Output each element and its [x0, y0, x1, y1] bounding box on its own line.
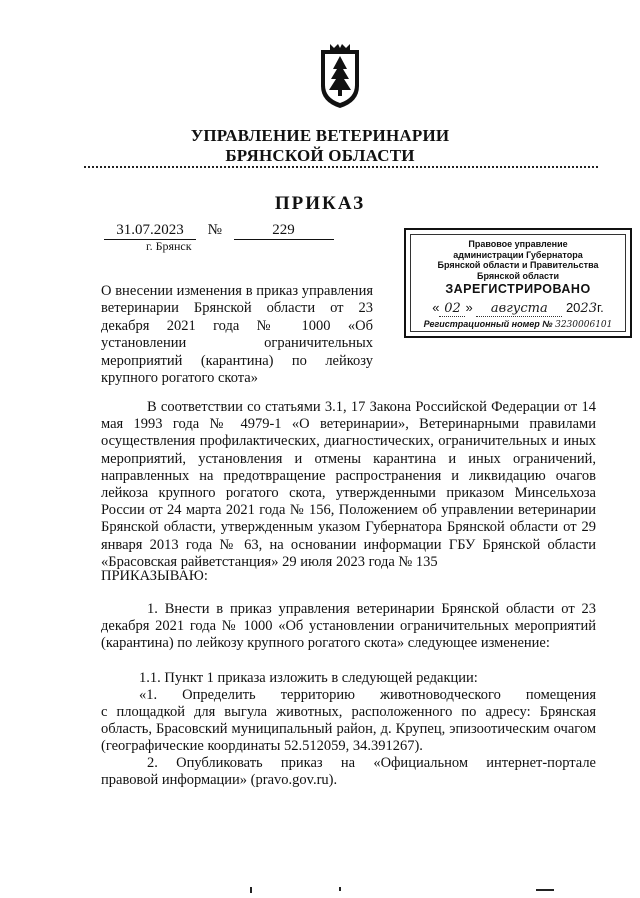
- stamp-reg-number: [411, 319, 625, 330]
- stamp-reg-label: Регистрационный номер №: [423, 319, 553, 329]
- document-subject: О внесении изменения в приказ управления ветеринарии Брянской области от 23 декабря 2021 года № 1000 «Об установлении ограничительных мероприятий (карантина) по лейкозу крупного рогатого скота»: [101, 283, 373, 387]
- stamp-registered: ЗАРЕГИСТРИРОВАНО: [445, 282, 591, 296]
- item-1-1-quote: с площадкой для выгула животных, расположенного по адресу: Брянская область, Брасовский муниципальный район, д. Крупец, эпизоотическим очагом (географические координаты 52.512059, 34.391267).: [101, 704, 596, 755]
- item-2-first-line: 2. Опубликовать приказ на «Официальном интернет-портале: [147, 755, 596, 771]
- document-date-number: [104, 222, 334, 240]
- stamp-line: Брянской области: [477, 270, 559, 281]
- stamp-authority: [411, 239, 625, 281]
- scan-mark: [536, 889, 554, 891]
- stamp-date: « 02 » августа 2023г.: [432, 300, 604, 316]
- document-number: 229: [234, 222, 334, 240]
- preamble-paragraph: В соответствии со статьями 3.1, 17 Закона Российской Федерации от 14 мая 1993 года № 4979-1 «О ветеринарии», Ветеринарными правилами осуществления профилактических, диагностических, ограничительных и иных мероприятий, установления и отмены карантина и иных ограничений, направленных на предотвращение распространения и ликвидацию очагов лейкоза крупного рогатого скота, утвержденными приказом Минсельхоза России от 24 марта 2021 года № 156, Положением об управлении ветеринарии Брянской области, утвержденным указом Губернатора Брянской области от 29 января 2013 года № 63, на основании информации ГБУ Брянской области «Брасовская райветстанция» 29 июля 2023 года № 135: [101, 399, 596, 570]
- stamp-inner-frame: [410, 234, 626, 332]
- header-divider: [84, 166, 598, 168]
- stamp-year-prefix: 20: [565, 300, 581, 315]
- scan-mark: [339, 887, 341, 891]
- order-word: ПРИКАЗЫВАЮ:: [101, 568, 208, 584]
- item-1: 1. Внести в приказ управления ветеринарии Брянской области от 23 декабря 2021 года № 1000 «Об установлении ограничительных мероприятий (карантина) по лейкозу крупного рогатого скота» следующее изменение:: [101, 601, 596, 652]
- document-date: 31.07.2023: [104, 222, 196, 240]
- stamp-year-end: г.: [596, 300, 604, 315]
- item-2-second-line: правовой информации» (pravo.gov.ru).: [101, 772, 338, 788]
- stamp-line: администрации Губернатора: [453, 249, 583, 260]
- document-title: ПРИКАЗ: [274, 193, 366, 214]
- organization-name-line1: УПРАВЛЕНИЕ ВЕТЕРИНАРИИ: [190, 126, 450, 145]
- coat-of-arms-icon: [318, 42, 362, 110]
- stamp-year-suffix: 23: [580, 301, 597, 316]
- organization-name-line2: БРЯНСКОЙ ОБЛАСТИ: [225, 146, 415, 165]
- stamp-day: 02: [439, 301, 465, 317]
- registration-stamp: [404, 228, 632, 338]
- stamp-reg-value: 3230006101: [555, 320, 613, 330]
- stamp-line: Правовое управление: [468, 239, 568, 249]
- document-city: г. Брянск: [146, 239, 192, 253]
- stamp-line: Брянской области и Правительства: [437, 260, 599, 270]
- item-1-1-quote-first-line: «1. Определить территорию животноводческого помещения: [139, 687, 596, 703]
- number-sign: №: [207, 222, 222, 238]
- item-1-1: 1.1. Пункт 1 приказа изложить в следующей редакции:: [139, 670, 478, 686]
- stamp-month: августа: [476, 301, 562, 317]
- scan-mark: [250, 887, 252, 893]
